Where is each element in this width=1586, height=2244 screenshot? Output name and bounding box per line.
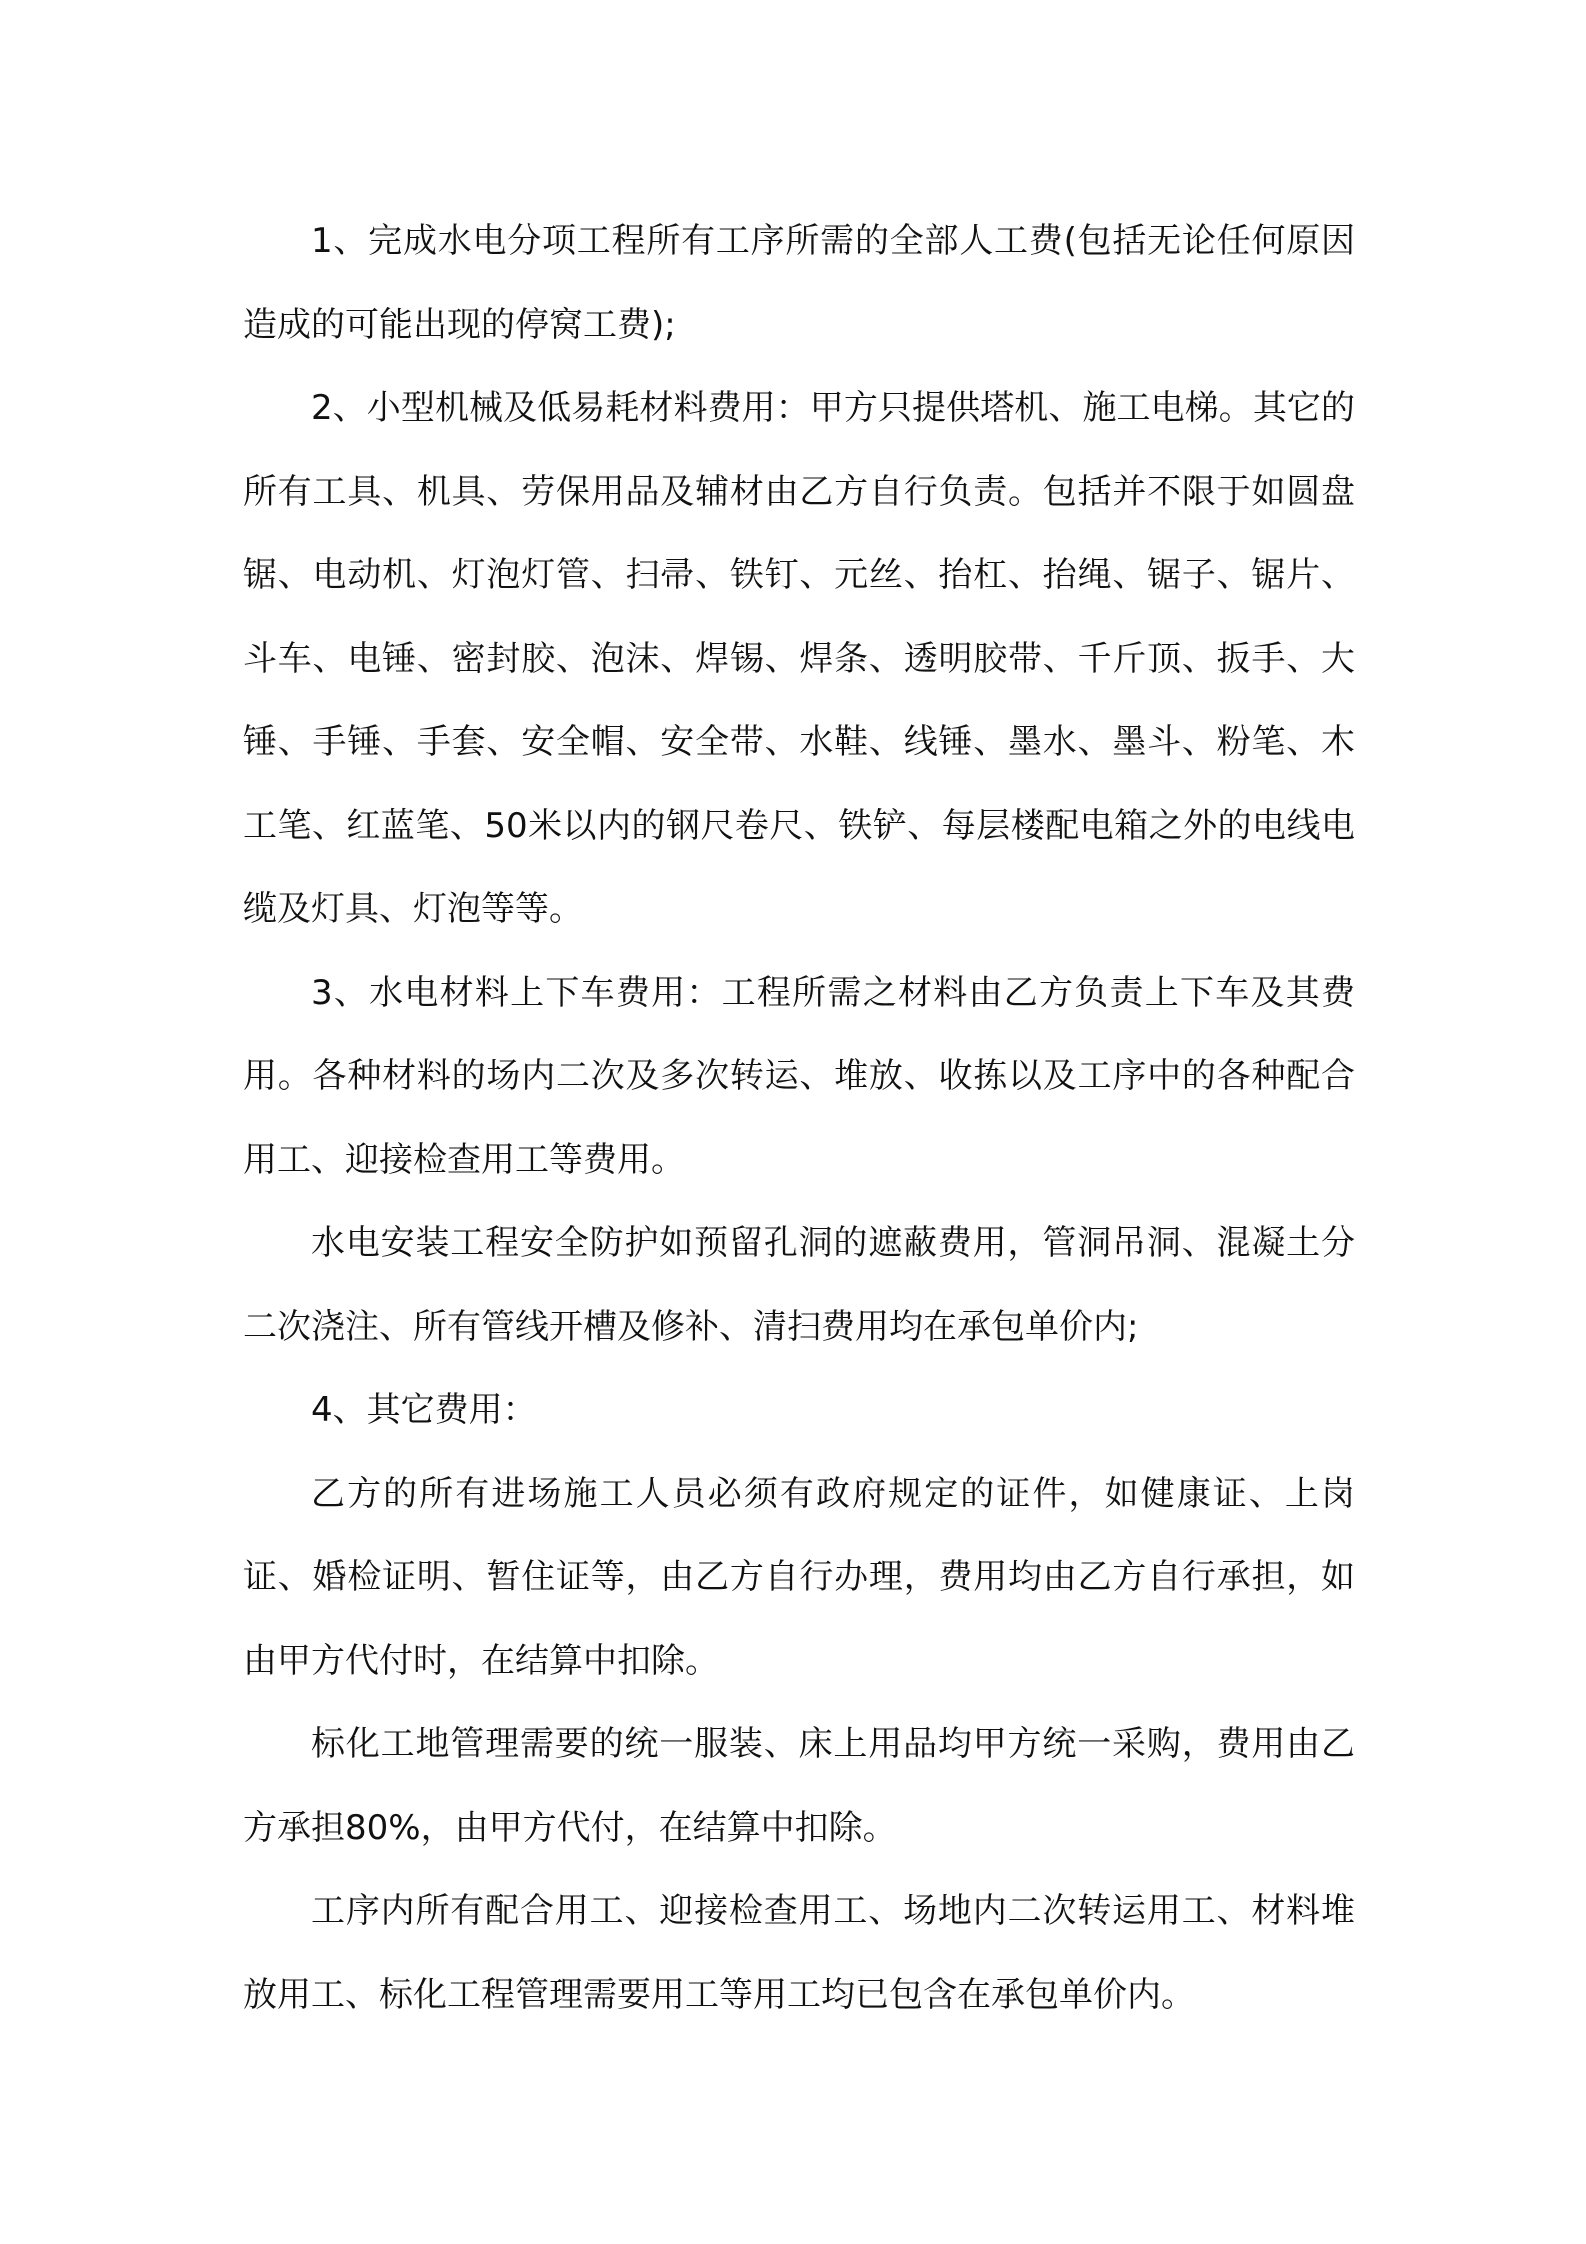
document-body bbox=[243, 200, 1355, 2037]
paragraph-uniforms-bedding: 标化工地管理需要的统一服装、床上用品均甲方统一采购，费用由乙方承担80%，由甲方代付，在结算中扣除。 bbox=[243, 1724, 1355, 1848]
paragraph-other-costs-heading: 4、其它费用： bbox=[311, 1390, 537, 1430]
paragraph-labor-cost: 1、完成水电分项工程所有工序所需的全部人工费(包括无论任何原因造成的可能出现的停窝工费); bbox=[243, 221, 1355, 345]
paragraph-small-machinery: 2、小型机械及低易耗材料费用：甲方只提供塔机、施工电梯。其它的所有工具、机具、劳保用品及辅材由乙方自行负责。包括并不限于如圆盘锯、电动机、灯泡灯管、扫帚、铁钉、元丝、抬杠、抬绳、锯子、锯片、斗车、电锤、密封胶、泡沫、焊锡、焊条、透明胶带、千斤顶、扳手、大锤、手锤、手套、安全帽、安全带、水鞋、线锤、墨水、墨斗、粉笔、木工笔、红蓝笔、50米以内的钢尺卷尺、铁铲、每层楼配电箱之外的电线电缆及灯具、灯泡等等。 bbox=[243, 388, 1355, 929]
paragraph-worker-certificates: 乙方的所有进场施工人员必须有政府规定的证件，如健康证、上岗证、婚检证明、暂住证等，由乙方自行办理，费用均由乙方自行承担，如由甲方代付时，在结算中扣除。 bbox=[243, 1473, 1355, 1681]
paragraph-included-labor: 工序内所有配合用工、迎接检查用工、场地内二次转运用工、材料堆放用工、标化工程管理需要用工等用工均已包含在承包单价内。 bbox=[243, 1891, 1355, 2015]
paragraph-material-loading: 3、水电材料上下车费用：工程所需之材料由乙方负责上下车及其费用。各种材料的场内二次及多次转运、堆放、收拣以及工序中的各种配合用工、迎接检查用工等费用。 bbox=[243, 972, 1355, 1180]
paragraph-safety-protection: 水电安装工程安全防护如预留孔洞的遮蔽费用，管洞吊洞、混凝土分二次浇注、所有管线开槽及修补、清扫费用均在承包单价内; bbox=[243, 1223, 1355, 1347]
